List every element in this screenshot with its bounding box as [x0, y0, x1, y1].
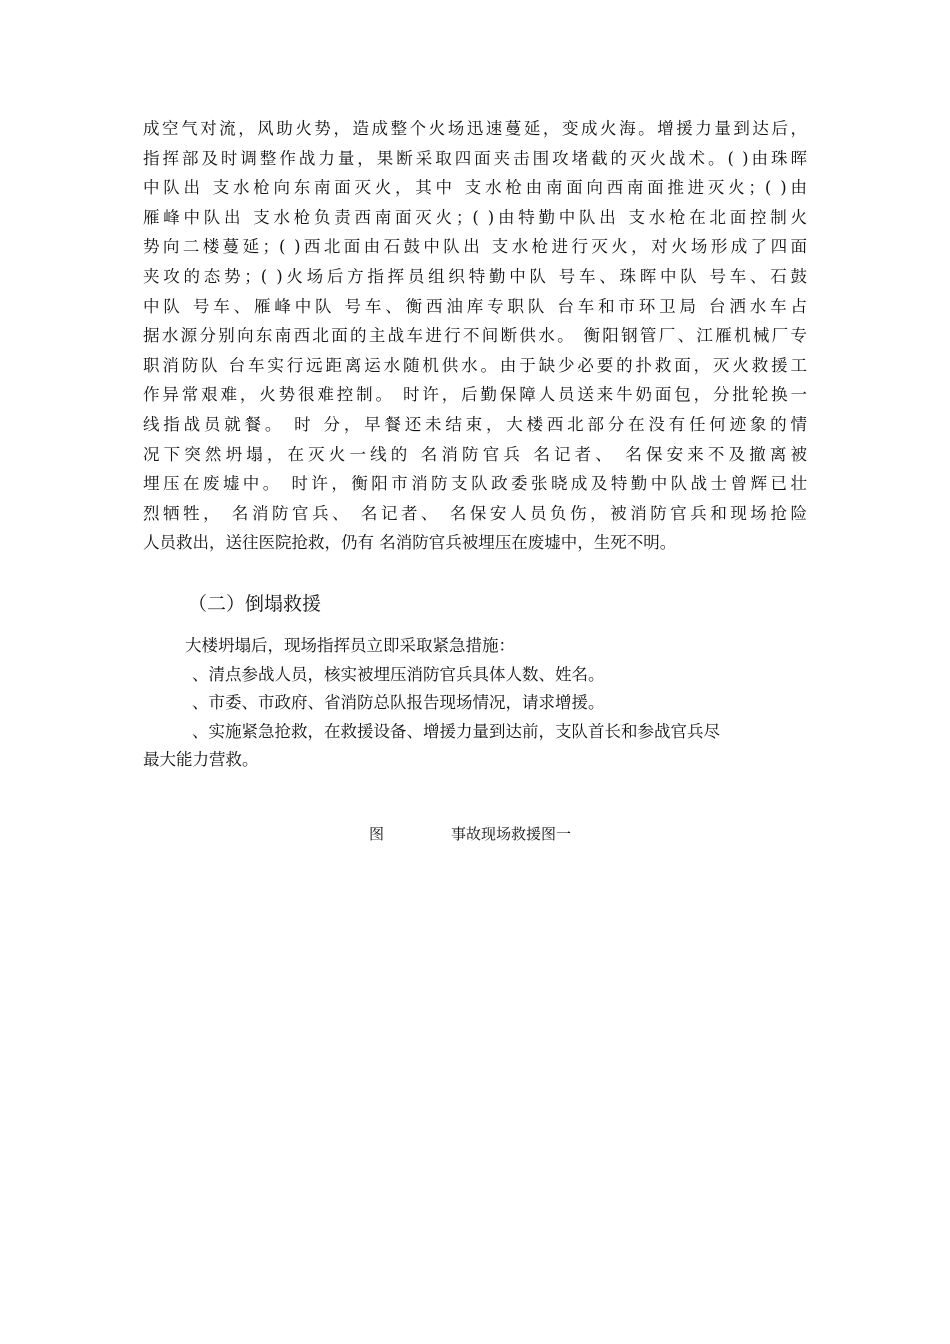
- paragraph-line: 势向二楼蔓延；( )西北面由石鼓中队出 支水枪进行灭火，对火场形成了四面: [143, 237, 807, 257]
- paragraph-line: 中队出 支水枪向东南面灭火，其中 支水枪由南面向西南面推进灭火；( )由: [143, 178, 807, 198]
- measure-item-continuation: 最大能力营救。: [143, 750, 259, 769]
- figure-label: 图: [369, 825, 385, 843]
- paragraph-line: 线指战员就餐。 时 分，早餐还未结束，大楼西北部分在没有任何迹象的情: [143, 414, 807, 434]
- figure-title: 事故现场救援图一: [451, 825, 572, 843]
- paragraph-line: 作异常艰难，火势很难控制。 时许，后勤保障人员送来牛奶面包，分批轮换一: [143, 385, 807, 405]
- measure-item: 、市委、市政府、省消防总队报告现场情况，请求增援。: [192, 693, 605, 712]
- paragraph-line: 中队 号车、雁峰中队 号车、衡西油库专职队 台车和市环卫局 台洒水车占: [143, 296, 807, 316]
- paragraph-line: 况下突然坍塌，在灭火一线的 名消防官兵 名记者、 名保安来不及撤离被: [143, 444, 807, 464]
- paragraph-line: 人员救出，送往医院抢救，仍有 名消防官兵被埋压在废墟中，生死不明。: [143, 533, 677, 553]
- paragraph-line: 雁峰中队出 支水枪负责西南面灭火；( )由特勤中队出 支水枪在北面控制火: [143, 207, 807, 227]
- paragraph-line: 据水源分别向东南西北面的主战车进行不间断供水。 衡阳钢管厂、江雁机械厂专: [143, 326, 807, 346]
- body-paragraph: [143, 114, 807, 558]
- paragraph-line: 职消防队 台车实行远距离运水随机供水。由于缺少必要的扑救面，灭火救援工: [143, 355, 807, 375]
- section-heading: （二）倒塌救援: [188, 593, 322, 615]
- paragraph-line: 埋压在废墟中。 时许，衡阳市消防支队政委张晓成及特勤中队战士曾辉已壮: [143, 474, 807, 494]
- emergency-measures: [143, 632, 807, 775]
- measure-item: 、实施紧急抢救，在救援设备、增援力量到达前，支队首长和参战官兵尽: [192, 721, 720, 741]
- paragraph-line: 烈牺牲， 名消防官兵、 名记者、 名保安人员负伤，被消防官兵和现场抢险: [143, 503, 807, 523]
- measure-item: 、清点参战人员，核实被埋压消防官兵具体人数、姓名。: [192, 664, 605, 684]
- measures-intro: 大楼坍塌后，现场指挥员立即采取紧急措施：: [185, 636, 515, 655]
- paragraph-line: 指挥部及时调整作战力量，果断采取四面夹击围攻堵截的灭火战术。( )由珠晖: [143, 148, 807, 168]
- paragraph-line: 成空气对流，风助火势，造成整个火场迅速蔓延，变成火海。增援力量到达后，: [143, 119, 807, 138]
- paragraph-line: 夹攻的态势；( )火场后方指挥员组织特勤中队 号车、珠晖中队 号车、石鼓: [143, 266, 807, 286]
